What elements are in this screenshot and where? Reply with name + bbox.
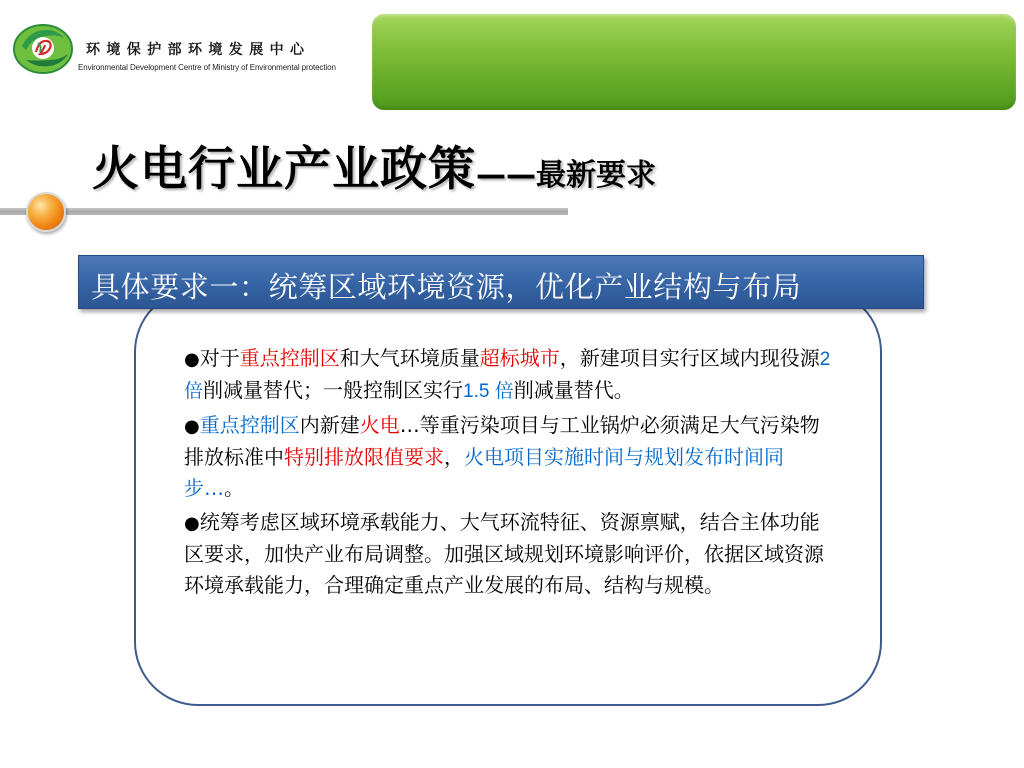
org-name-chinese: 环境保护部环境发展中心	[86, 42, 311, 58]
highlight-red: 火电	[359, 413, 400, 437]
bullet-text: …等重污染项目与工业锅炉必须满足大气污染物排放标准中	[184, 413, 820, 469]
section-heading: 具体要求一：统筹区域环境资源，优化产业结构与布局	[91, 270, 802, 304]
bullet-dot-icon: ●	[184, 349, 200, 370]
highlight-blue: 重点控制区	[199, 413, 300, 437]
bullet-text: 统筹考虑区域环境承载能力、大气环流特征、资源禀赋，结合主体功能区要求，加快产业布局调整。加强区域规划环境影响评价，依据区域资源环境承载能力，合理确定重点产业发展的布局、结构与规模。	[184, 510, 824, 597]
title-dash: ——	[476, 158, 536, 193]
organization-logo	[12, 16, 74, 78]
section-heading-bar	[78, 255, 924, 309]
bullet-text: 削减量替代；一般控制区实行	[203, 378, 464, 402]
highlight-blue: 火电项目实施时间与规划发布时间同步…	[184, 445, 784, 500]
header-banner	[372, 14, 1016, 110]
bullet-item-2	[184, 410, 832, 504]
bullet-text: 削减量替代。	[513, 378, 634, 402]
bullet-dot-icon: ●	[184, 416, 200, 437]
org-name-english: Environmental Development Centre of Ministry of Environmental protection	[78, 63, 336, 72]
highlight-blue: 2 倍	[184, 349, 831, 402]
bullet-text: 。	[224, 476, 244, 500]
title-subtitle: 最新要求	[536, 158, 656, 193]
title-divider	[0, 208, 568, 215]
highlight-red: 超标城市	[479, 346, 560, 370]
bullet-item-3	[184, 507, 832, 601]
bullet-text: ，新建项目实行区域内现役源	[559, 346, 820, 370]
bullet-text: ，	[444, 445, 464, 469]
bullet-text: 对于	[199, 346, 240, 370]
slide-title	[92, 132, 656, 199]
bullet-dot-icon: ●	[184, 513, 200, 534]
bullet-text: 和大气环境质量	[339, 346, 480, 370]
highlight-blue: 1.5 倍	[463, 381, 514, 402]
bullet-text: 内新建	[299, 413, 360, 437]
bullet-item-1	[184, 343, 832, 407]
title-main: 火电行业产业政策	[92, 142, 476, 197]
highlight-red: 特别排放限值要求	[284, 445, 444, 469]
highlight-red: 重点控制区	[239, 346, 340, 370]
orange-bullet-icon	[26, 192, 66, 232]
bullet-list	[184, 343, 832, 604]
